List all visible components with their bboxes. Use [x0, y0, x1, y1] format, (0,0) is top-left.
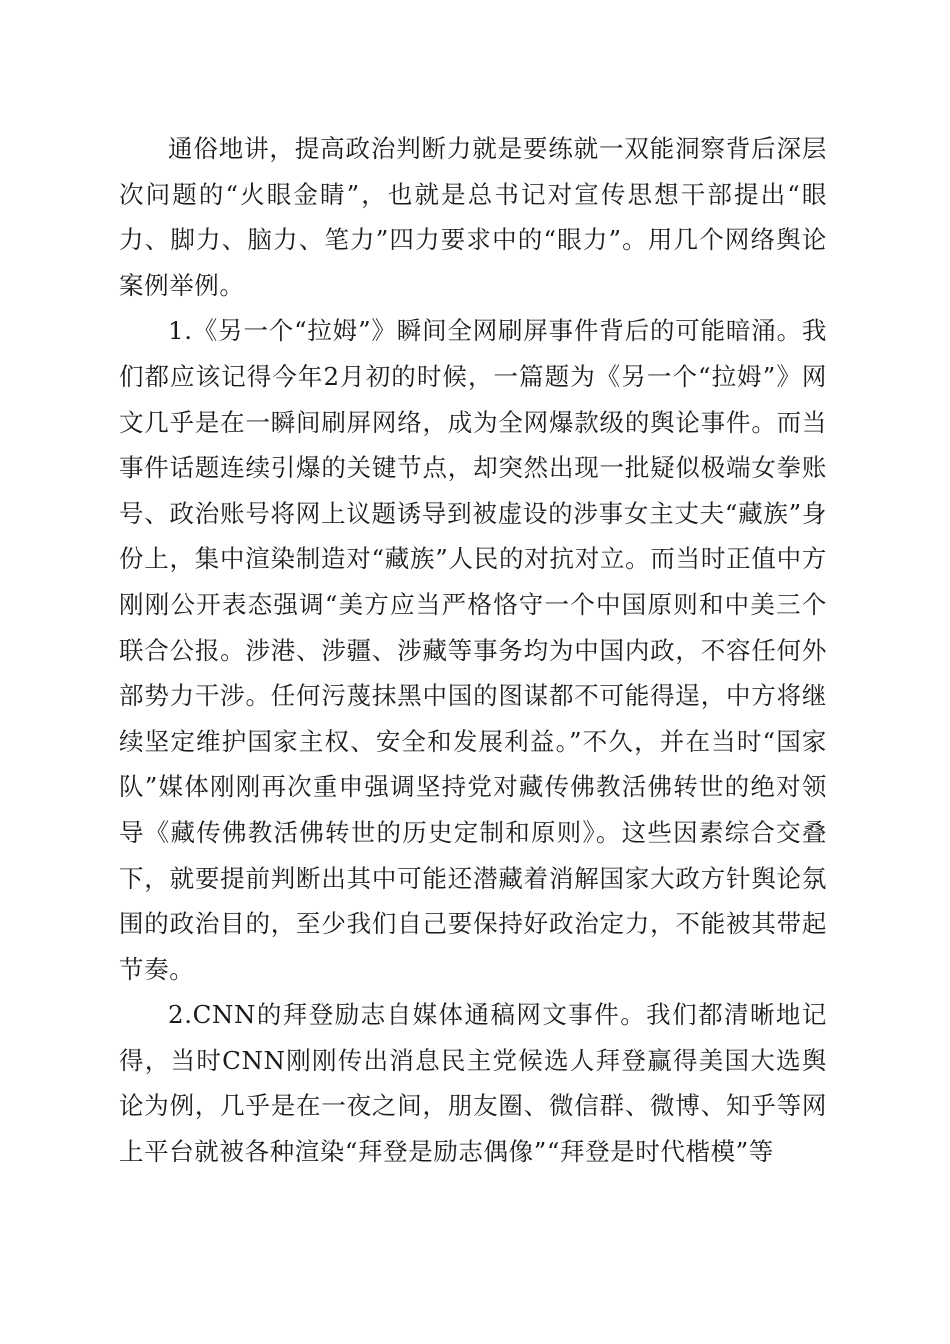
paragraph-intro: 通俗地讲，提高政治判断力就是要练就一双能洞察背后深层次问题的“火眼金睛”，也就是总书记对宣传思想干部提出“眼力、脚力、脑力、笔力”四力要求中的“眼力”。用几个网络舆论案例举例。 [119, 134, 827, 300]
document-body [119, 126, 827, 1175]
paragraph-case-1: 1.《另一个“拉姆”》瞬间全网刷屏事件背后的可能暗涌。我们都应该记得今年2月初的时候，一篇题为《另一个“拉姆”》网文几乎是在一瞬间刷屏网络，成为全网爆款级的舆论事件。而当事件话题连续引爆的关键节点，却突然出现一批疑似极端女拳账号、政治账号将网上议题诱导到被虚设的涉事女主丈夫“藏族”身份上，集中渲染制造对“藏族”人民的对抗对立。而当时正值中方刚刚公开表态强调“美方应当严格恪守一个中国原则和中美三个联合公报。涉港、涉疆、涉藏等事务均为中国内政，不容任何外部势力干涉。任何污蔑抹黑中国的图谋都不可能得逞，中方将继续坚定维护国家主权、安全和发展利益。”不久，并在当时“国家队”媒体刚刚再次重申强调坚持党对藏传佛教活佛转世的绝对领导《藏传佛教活佛转世的历史定制和原则》。这些因素综合交叠下，就要提前判断出其中可能还潜藏着消解国家大政方针舆论氛围的政治目的，至少我们自己要保持好政治定力，不能被其带起节奏。 [119, 316, 827, 984]
paragraph-case-2: 2.CNN的拜登励志自媒体通稿网文事件。我们都清晰地记得，当时CNN刚刚传出消息民主党候选人拜登赢得美国大选舆论为例，几乎是在一夜之间，朋友圈、微信群、微博、知乎等网上平台就被各种渲染“拜登是励志偶像”“拜登是时代楷模”等 [119, 1000, 827, 1167]
